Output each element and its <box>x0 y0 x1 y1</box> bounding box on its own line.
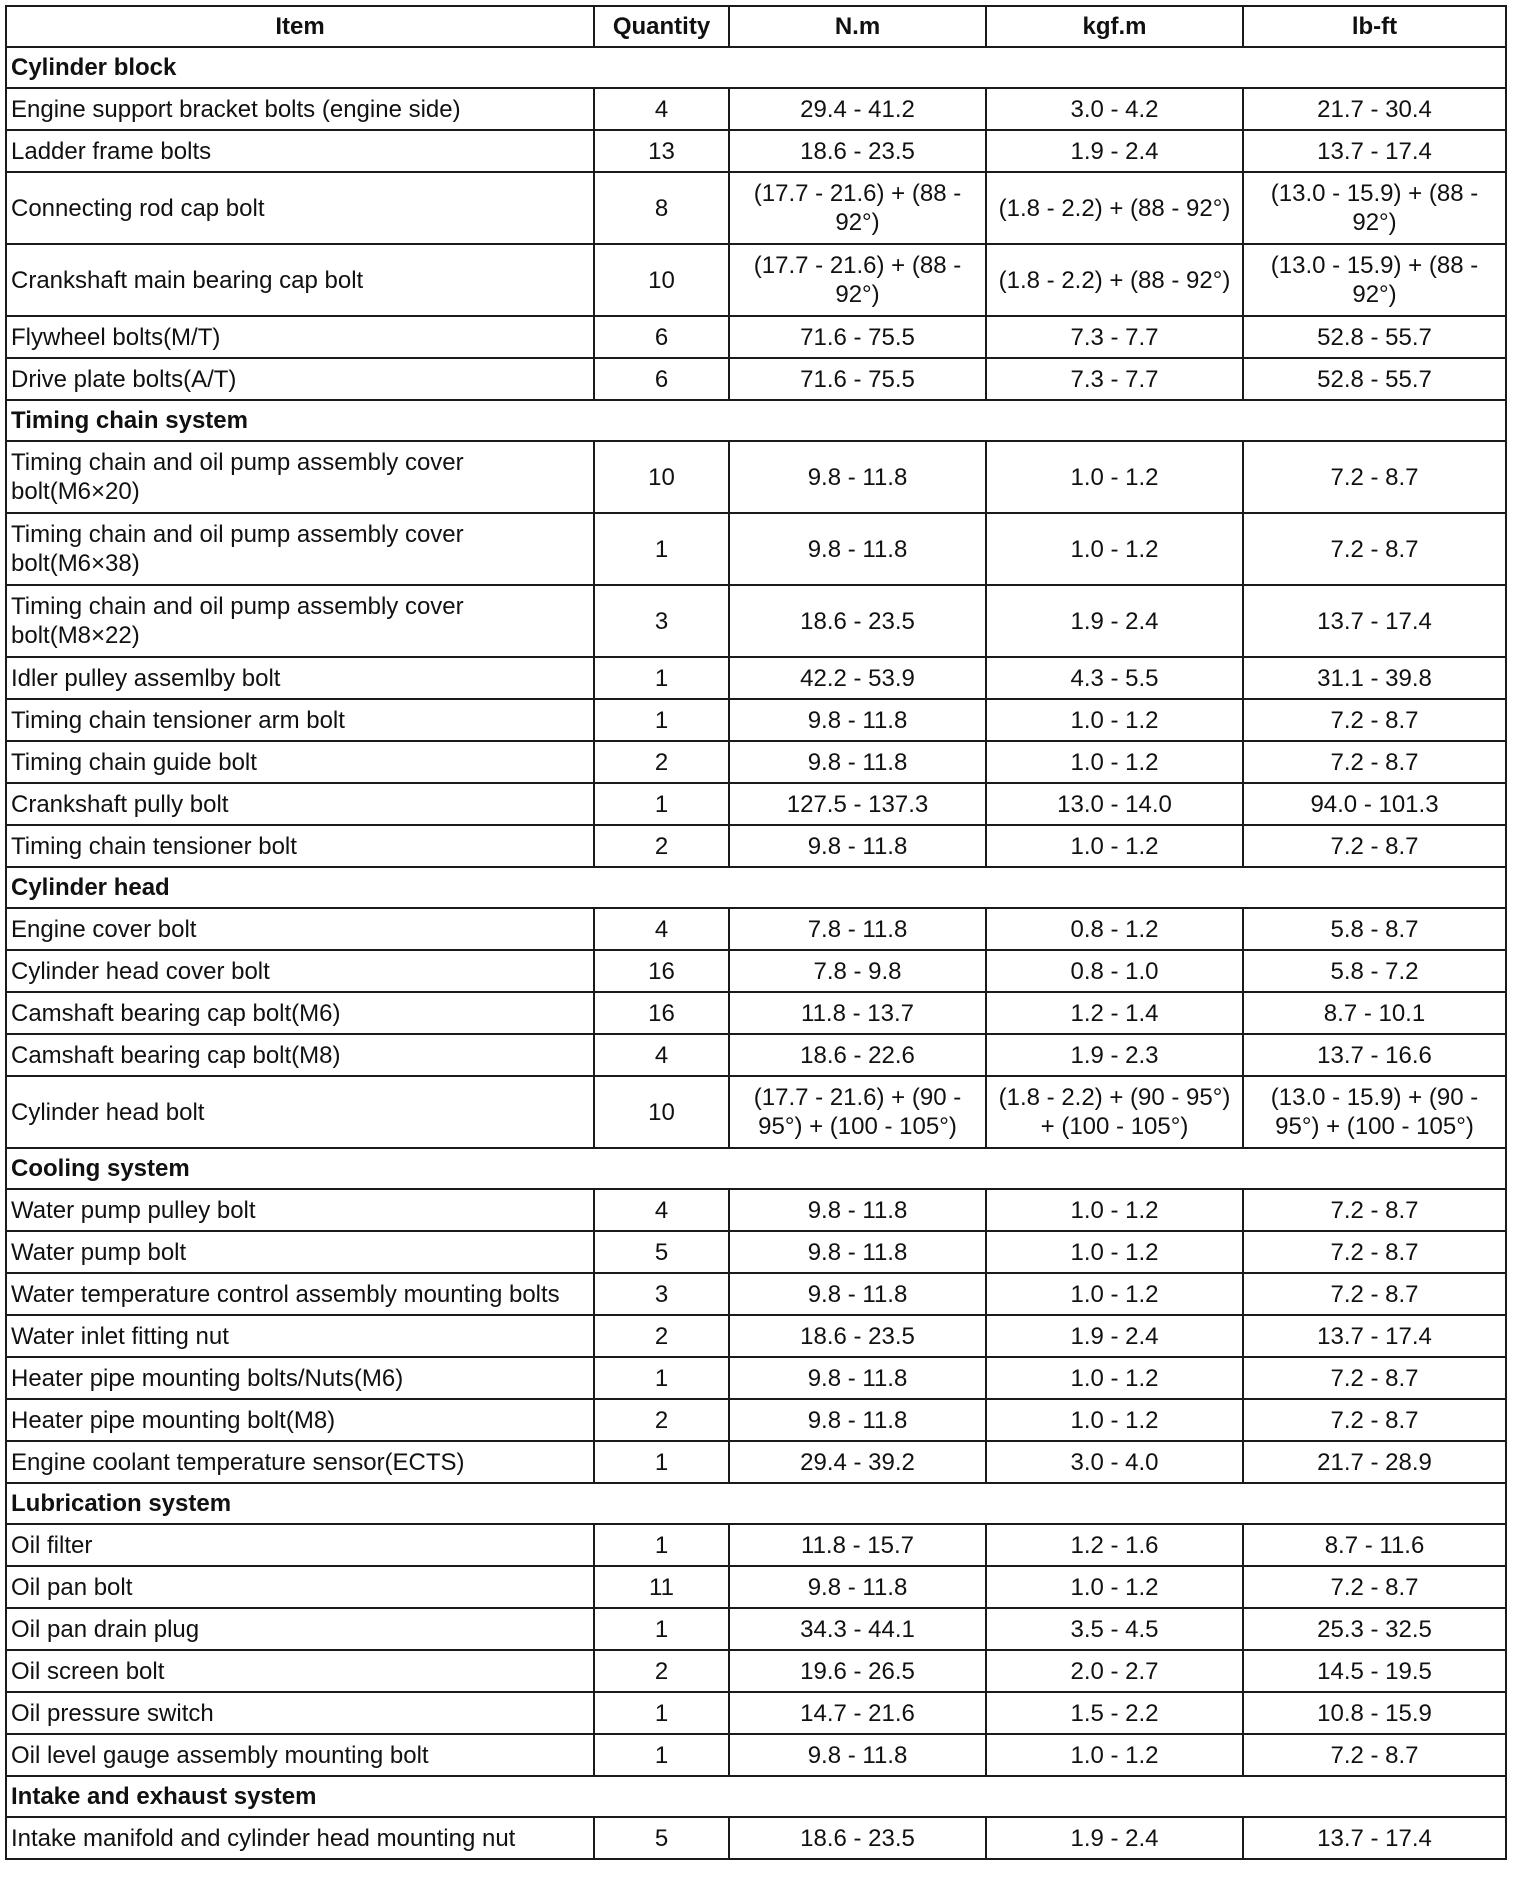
table-row <box>6 825 1506 867</box>
cell-kgfm: 1.0 - 1.2 <box>986 1189 1243 1231</box>
cell-item: Water inlet fitting nut <box>6 1315 594 1357</box>
cell-lbft: 8.7 - 11.6 <box>1243 1524 1506 1566</box>
cell-kgfm: 3.5 - 4.5 <box>986 1608 1243 1650</box>
cell-kgfm: 3.0 - 4.2 <box>986 88 1243 130</box>
table-row <box>6 699 1506 741</box>
cell-lbft: 52.8 - 55.7 <box>1243 316 1506 358</box>
cell-kgfm: 1.0 - 1.2 <box>986 741 1243 783</box>
cell-item: Oil level gauge assembly mounting bolt <box>6 1734 594 1776</box>
cell-kgfm: (1.8 - 2.2) + (88 - 92°) <box>986 172 1243 244</box>
table-row <box>6 1817 1506 1859</box>
cell-lbft: 13.7 - 16.6 <box>1243 1034 1506 1076</box>
table-row <box>6 1357 1506 1399</box>
cell-kgfm: 0.8 - 1.0 <box>986 950 1243 992</box>
section-header-row <box>6 1776 1506 1817</box>
table-row <box>6 1189 1506 1231</box>
cell-item: Crankshaft main bearing cap bolt <box>6 244 594 316</box>
cell-quantity: 1 <box>594 1734 729 1776</box>
cell-lbft: 13.7 - 17.4 <box>1243 130 1506 172</box>
table-row <box>6 585 1506 657</box>
cell-item: Oil pressure switch <box>6 1692 594 1734</box>
cell-nm: 71.6 - 75.5 <box>729 358 986 400</box>
cell-kgfm: 1.0 - 1.2 <box>986 699 1243 741</box>
cell-lbft: 13.7 - 17.4 <box>1243 1315 1506 1357</box>
cell-quantity: 1 <box>594 1692 729 1734</box>
cell-nm: 11.8 - 13.7 <box>729 992 986 1034</box>
table-row <box>6 1076 1506 1148</box>
cell-lbft: 7.2 - 8.7 <box>1243 699 1506 741</box>
cell-nm: 19.6 - 26.5 <box>729 1650 986 1692</box>
cell-lbft: 7.2 - 8.7 <box>1243 1231 1506 1273</box>
cell-item: Cylinder head bolt <box>6 1076 594 1148</box>
cell-nm: 29.4 - 41.2 <box>729 88 986 130</box>
cell-kgfm: 3.0 - 4.0 <box>986 1441 1243 1483</box>
table-row <box>6 1034 1506 1076</box>
cell-item: Timing chain guide bolt <box>6 741 594 783</box>
table-row <box>6 1608 1506 1650</box>
cell-item: Oil pan bolt <box>6 1566 594 1608</box>
cell-nm: 9.8 - 11.8 <box>729 1566 986 1608</box>
table-row <box>6 908 1506 950</box>
table-row <box>6 1231 1506 1273</box>
cell-item: Crankshaft pully bolt <box>6 783 594 825</box>
cell-quantity: 11 <box>594 1566 729 1608</box>
cell-kgfm: 1.0 - 1.2 <box>986 1357 1243 1399</box>
cell-quantity: 2 <box>594 825 729 867</box>
cell-item: Timing chain tensioner bolt <box>6 825 594 867</box>
table-row <box>6 441 1506 513</box>
table-row <box>6 783 1506 825</box>
cell-kgfm: 1.0 - 1.2 <box>986 1566 1243 1608</box>
cell-nm: 18.6 - 23.5 <box>729 1315 986 1357</box>
cell-lbft: 7.2 - 8.7 <box>1243 1273 1506 1315</box>
cell-item: Timing chain and oil pump assembly cover bolt(M8×22) <box>6 585 594 657</box>
cell-quantity: 1 <box>594 1441 729 1483</box>
cell-lbft: 5.8 - 8.7 <box>1243 908 1506 950</box>
cell-nm: (17.7 - 21.6) + (90 - 95°) + (100 - 105°) <box>729 1076 986 1148</box>
section-title: Lubrication system <box>6 1483 1506 1524</box>
cell-lbft: 21.7 - 30.4 <box>1243 88 1506 130</box>
cell-nm: 9.8 - 11.8 <box>729 741 986 783</box>
cell-nm: 34.3 - 44.1 <box>729 1608 986 1650</box>
table-row <box>6 316 1506 358</box>
cell-kgfm: 1.9 - 2.4 <box>986 1817 1243 1859</box>
cell-kgfm: 2.0 - 2.7 <box>986 1650 1243 1692</box>
table-row <box>6 1524 1506 1566</box>
cell-item: Drive plate bolts(A/T) <box>6 358 594 400</box>
cell-quantity: 1 <box>594 1608 729 1650</box>
cell-quantity: 10 <box>594 441 729 513</box>
table-row <box>6 992 1506 1034</box>
cell-item: Engine cover bolt <box>6 908 594 950</box>
header-nm: N.m <box>729 6 986 47</box>
cell-lbft: 7.2 - 8.7 <box>1243 441 1506 513</box>
cell-kgfm: 13.0 - 14.0 <box>986 783 1243 825</box>
section-title: Cylinder head <box>6 867 1506 908</box>
cell-quantity: 8 <box>594 172 729 244</box>
cell-lbft: 25.3 - 32.5 <box>1243 1608 1506 1650</box>
cell-kgfm: 1.0 - 1.2 <box>986 1734 1243 1776</box>
cell-kgfm: 1.0 - 1.2 <box>986 513 1243 585</box>
cell-kgfm: 1.2 - 1.6 <box>986 1524 1243 1566</box>
cell-lbft: 7.2 - 8.7 <box>1243 1399 1506 1441</box>
cell-kgfm: 1.2 - 1.4 <box>986 992 1243 1034</box>
cell-quantity: 5 <box>594 1231 729 1273</box>
table-row <box>6 1399 1506 1441</box>
cell-quantity: 10 <box>594 244 729 316</box>
cell-kgfm: 1.9 - 2.4 <box>986 585 1243 657</box>
cell-lbft: 7.2 - 8.7 <box>1243 1734 1506 1776</box>
table-row <box>6 1650 1506 1692</box>
cell-quantity: 3 <box>594 585 729 657</box>
table-row <box>6 513 1506 585</box>
section-header-row <box>6 1483 1506 1524</box>
cell-nm: 71.6 - 75.5 <box>729 316 986 358</box>
cell-lbft: 94.0 - 101.3 <box>1243 783 1506 825</box>
cell-lbft: 7.2 - 8.7 <box>1243 513 1506 585</box>
cell-lbft: 13.7 - 17.4 <box>1243 1817 1506 1859</box>
section-title: Cylinder block <box>6 47 1506 88</box>
cell-item: Oil filter <box>6 1524 594 1566</box>
header-quantity: Quantity <box>594 6 729 47</box>
cell-quantity: 1 <box>594 657 729 699</box>
cell-quantity: 10 <box>594 1076 729 1148</box>
cell-nm: 18.6 - 23.5 <box>729 130 986 172</box>
cell-nm: 9.8 - 11.8 <box>729 825 986 867</box>
table-row <box>6 1566 1506 1608</box>
cell-lbft: (13.0 - 15.9) + (88 - 92°) <box>1243 172 1506 244</box>
cell-kgfm: 7.3 - 7.7 <box>986 316 1243 358</box>
cell-nm: 7.8 - 9.8 <box>729 950 986 992</box>
cell-nm: 9.8 - 11.8 <box>729 513 986 585</box>
torque-specification-table <box>5 5 1507 1860</box>
cell-quantity: 4 <box>594 88 729 130</box>
cell-quantity: 2 <box>594 1650 729 1692</box>
cell-nm: 9.8 - 11.8 <box>729 1231 986 1273</box>
cell-kgfm: 1.5 - 2.2 <box>986 1692 1243 1734</box>
cell-lbft: 7.2 - 8.7 <box>1243 1357 1506 1399</box>
cell-nm: 42.2 - 53.9 <box>729 657 986 699</box>
cell-quantity: 2 <box>594 1315 729 1357</box>
table-row <box>6 88 1506 130</box>
cell-nm: 18.6 - 22.6 <box>729 1034 986 1076</box>
table-row <box>6 657 1506 699</box>
table-row <box>6 1315 1506 1357</box>
cell-kgfm: 1.0 - 1.2 <box>986 1231 1243 1273</box>
cell-lbft: 7.2 - 8.7 <box>1243 825 1506 867</box>
table-row <box>6 1692 1506 1734</box>
cell-lbft: 31.1 - 39.8 <box>1243 657 1506 699</box>
cell-nm: 29.4 - 39.2 <box>729 1441 986 1483</box>
cell-item: Connecting rod cap bolt <box>6 172 594 244</box>
cell-quantity: 1 <box>594 1524 729 1566</box>
cell-item: Ladder frame bolts <box>6 130 594 172</box>
cell-item: Water pump pulley bolt <box>6 1189 594 1231</box>
cell-item: Idler pulley assemlby bolt <box>6 657 594 699</box>
cell-nm: 9.8 - 11.8 <box>729 441 986 513</box>
cell-quantity: 1 <box>594 1357 729 1399</box>
cell-item: Water temperature control assembly mounting bolts <box>6 1273 594 1315</box>
cell-item: Engine coolant temperature sensor(ECTS) <box>6 1441 594 1483</box>
cell-quantity: 4 <box>594 908 729 950</box>
cell-nm: 7.8 - 11.8 <box>729 908 986 950</box>
cell-item: Intake manifold and cylinder head mounting nut <box>6 1817 594 1859</box>
cell-quantity: 16 <box>594 950 729 992</box>
cell-lbft: 21.7 - 28.9 <box>1243 1441 1506 1483</box>
cell-nm: (17.7 - 21.6) + (88 - 92°) <box>729 172 986 244</box>
cell-kgfm: 1.0 - 1.2 <box>986 441 1243 513</box>
cell-quantity: 13 <box>594 130 729 172</box>
cell-kgfm: 1.9 - 2.3 <box>986 1034 1243 1076</box>
cell-quantity: 16 <box>594 992 729 1034</box>
cell-quantity: 5 <box>594 1817 729 1859</box>
cell-nm: 14.7 - 21.6 <box>729 1692 986 1734</box>
cell-lbft: 5.8 - 7.2 <box>1243 950 1506 992</box>
table-row <box>6 1273 1506 1315</box>
cell-kgfm: (1.8 - 2.2) + (90 - 95°) + (100 - 105°) <box>986 1076 1243 1148</box>
cell-quantity: 6 <box>594 358 729 400</box>
cell-nm: 11.8 - 15.7 <box>729 1524 986 1566</box>
cell-item: Camshaft bearing cap bolt(M8) <box>6 1034 594 1076</box>
cell-item: Engine support bracket bolts (engine side) <box>6 88 594 130</box>
cell-lbft: 7.2 - 8.7 <box>1243 1566 1506 1608</box>
cell-kgfm: (1.8 - 2.2) + (88 - 92°) <box>986 244 1243 316</box>
cell-lbft: 14.5 - 19.5 <box>1243 1650 1506 1692</box>
header-item: Item <box>6 6 594 47</box>
cell-nm: 9.8 - 11.8 <box>729 1273 986 1315</box>
cell-lbft: (13.0 - 15.9) + (88 - 92°) <box>1243 244 1506 316</box>
cell-item: Heater pipe mounting bolts/Nuts(M6) <box>6 1357 594 1399</box>
cell-nm: 9.8 - 11.8 <box>729 1357 986 1399</box>
cell-lbft: (13.0 - 15.9) + (90 - 95°) + (100 - 105°) <box>1243 1076 1506 1148</box>
cell-nm: 9.8 - 11.8 <box>729 699 986 741</box>
section-title: Cooling system <box>6 1148 1506 1189</box>
cell-item: Cylinder head cover bolt <box>6 950 594 992</box>
cell-nm: 9.8 - 11.8 <box>729 1399 986 1441</box>
cell-lbft: 52.8 - 55.7 <box>1243 358 1506 400</box>
cell-kgfm: 7.3 - 7.7 <box>986 358 1243 400</box>
cell-quantity: 2 <box>594 1399 729 1441</box>
table-body <box>6 47 1506 1859</box>
table-row <box>6 950 1506 992</box>
cell-kgfm: 0.8 - 1.2 <box>986 908 1243 950</box>
table-row <box>6 741 1506 783</box>
cell-nm: 9.8 - 11.8 <box>729 1189 986 1231</box>
cell-item: Flywheel bolts(M/T) <box>6 316 594 358</box>
cell-nm: 127.5 - 137.3 <box>729 783 986 825</box>
cell-nm: (17.7 - 21.6) + (88 - 92°) <box>729 244 986 316</box>
table-header-row <box>6 6 1506 47</box>
table-row <box>6 244 1506 316</box>
cell-kgfm: 1.0 - 1.2 <box>986 825 1243 867</box>
cell-item: Heater pipe mounting bolt(M8) <box>6 1399 594 1441</box>
table-row <box>6 130 1506 172</box>
cell-item: Timing chain and oil pump assembly cover bolt(M6×20) <box>6 441 594 513</box>
cell-lbft: 7.2 - 8.7 <box>1243 741 1506 783</box>
cell-nm: 9.8 - 11.8 <box>729 1734 986 1776</box>
header-kgfm: kgf.m <box>986 6 1243 47</box>
cell-kgfm: 1.0 - 1.2 <box>986 1273 1243 1315</box>
cell-lbft: 8.7 - 10.1 <box>1243 992 1506 1034</box>
cell-kgfm: 1.0 - 1.2 <box>986 1399 1243 1441</box>
table-row <box>6 1441 1506 1483</box>
cell-quantity: 1 <box>594 513 729 585</box>
cell-item: Timing chain and oil pump assembly cover bolt(M6×38) <box>6 513 594 585</box>
section-header-row <box>6 400 1506 441</box>
cell-item: Water pump bolt <box>6 1231 594 1273</box>
cell-quantity: 2 <box>594 741 729 783</box>
cell-item: Camshaft bearing cap bolt(M6) <box>6 992 594 1034</box>
section-header-row <box>6 47 1506 88</box>
section-title: Intake and exhaust system <box>6 1776 1506 1817</box>
table-row <box>6 358 1506 400</box>
cell-quantity: 3 <box>594 1273 729 1315</box>
cell-lbft: 10.8 - 15.9 <box>1243 1692 1506 1734</box>
cell-quantity: 1 <box>594 699 729 741</box>
cell-item: Oil screen bolt <box>6 1650 594 1692</box>
cell-nm: 18.6 - 23.5 <box>729 585 986 657</box>
cell-lbft: 13.7 - 17.4 <box>1243 585 1506 657</box>
cell-kgfm: 4.3 - 5.5 <box>986 657 1243 699</box>
cell-kgfm: 1.9 - 2.4 <box>986 130 1243 172</box>
cell-quantity: 1 <box>594 783 729 825</box>
header-lbft: lb-ft <box>1243 6 1506 47</box>
cell-item: Oil pan drain plug <box>6 1608 594 1650</box>
cell-quantity: 6 <box>594 316 729 358</box>
section-title: Timing chain system <box>6 400 1506 441</box>
cell-quantity: 4 <box>594 1189 729 1231</box>
table-row <box>6 1734 1506 1776</box>
cell-item: Timing chain tensioner arm bolt <box>6 699 594 741</box>
section-header-row <box>6 1148 1506 1189</box>
cell-kgfm: 1.9 - 2.4 <box>986 1315 1243 1357</box>
table-row <box>6 172 1506 244</box>
section-header-row <box>6 867 1506 908</box>
cell-lbft: 7.2 - 8.7 <box>1243 1189 1506 1231</box>
cell-quantity: 4 <box>594 1034 729 1076</box>
cell-nm: 18.6 - 23.5 <box>729 1817 986 1859</box>
